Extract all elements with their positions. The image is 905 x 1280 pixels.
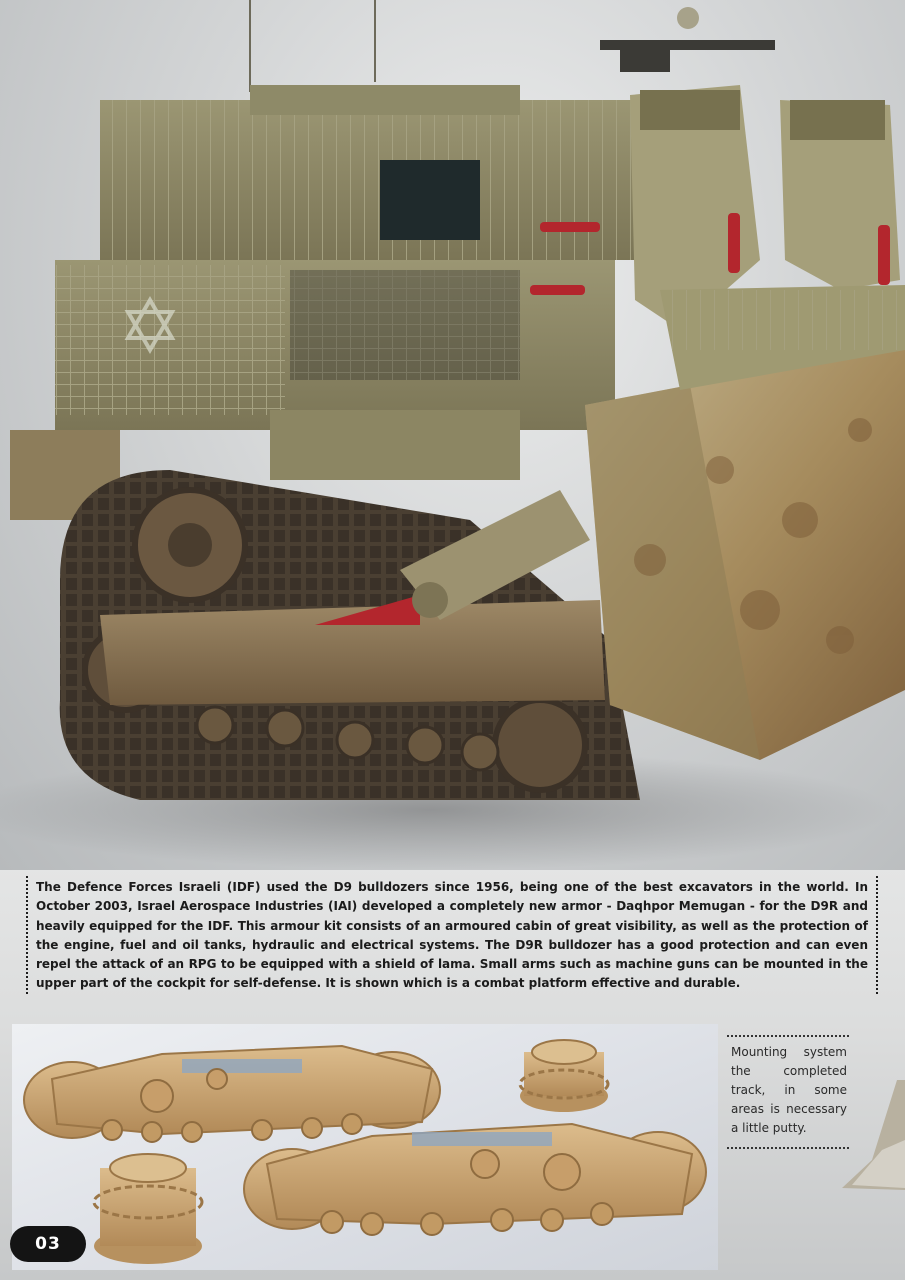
sprocket-lower-left: [94, 1154, 202, 1264]
intro-text-block: [26, 876, 878, 994]
resin-track-parts-photo-icon: [12, 1024, 718, 1270]
track-frame-lower: [244, 1124, 706, 1235]
sprocket-upper-right: [520, 1040, 608, 1112]
intro-paragraph: The Defence Forces Israeli (IDF) used the D9 bulldozers since 1956, being one of the best excavators in the world. In October 2003, Israel Aerospace Industries (IAI) developed a completely new armor - Daqhpor Memugan - for the D9R and heavily equipped for the IDF. This armour kit consists of an armoured cabin of great visibility, as well as the protection of the engine, fuel and oil tanks, hydraulic and electrical systems. The D9R bulldozer has a good protection and can even repel the attack of an RPG to be equipped with a shield of lama. Small arms such as machine guns can be mounted in the upper part of the cockpit for self-defense. It is shown which is a combat platform effective and durable.: [36, 880, 868, 991]
track-frame-upper: [24, 1046, 440, 1142]
page-number-badge: [10, 1226, 86, 1262]
photo-caption: [727, 1035, 849, 1149]
blade-fragment-icon: [842, 1080, 905, 1200]
caption-text: Mounting system the completed track, in some areas is necessary a little putty.: [731, 1045, 847, 1135]
parts-photo: [12, 1024, 718, 1270]
page-number: 03: [35, 1234, 61, 1254]
